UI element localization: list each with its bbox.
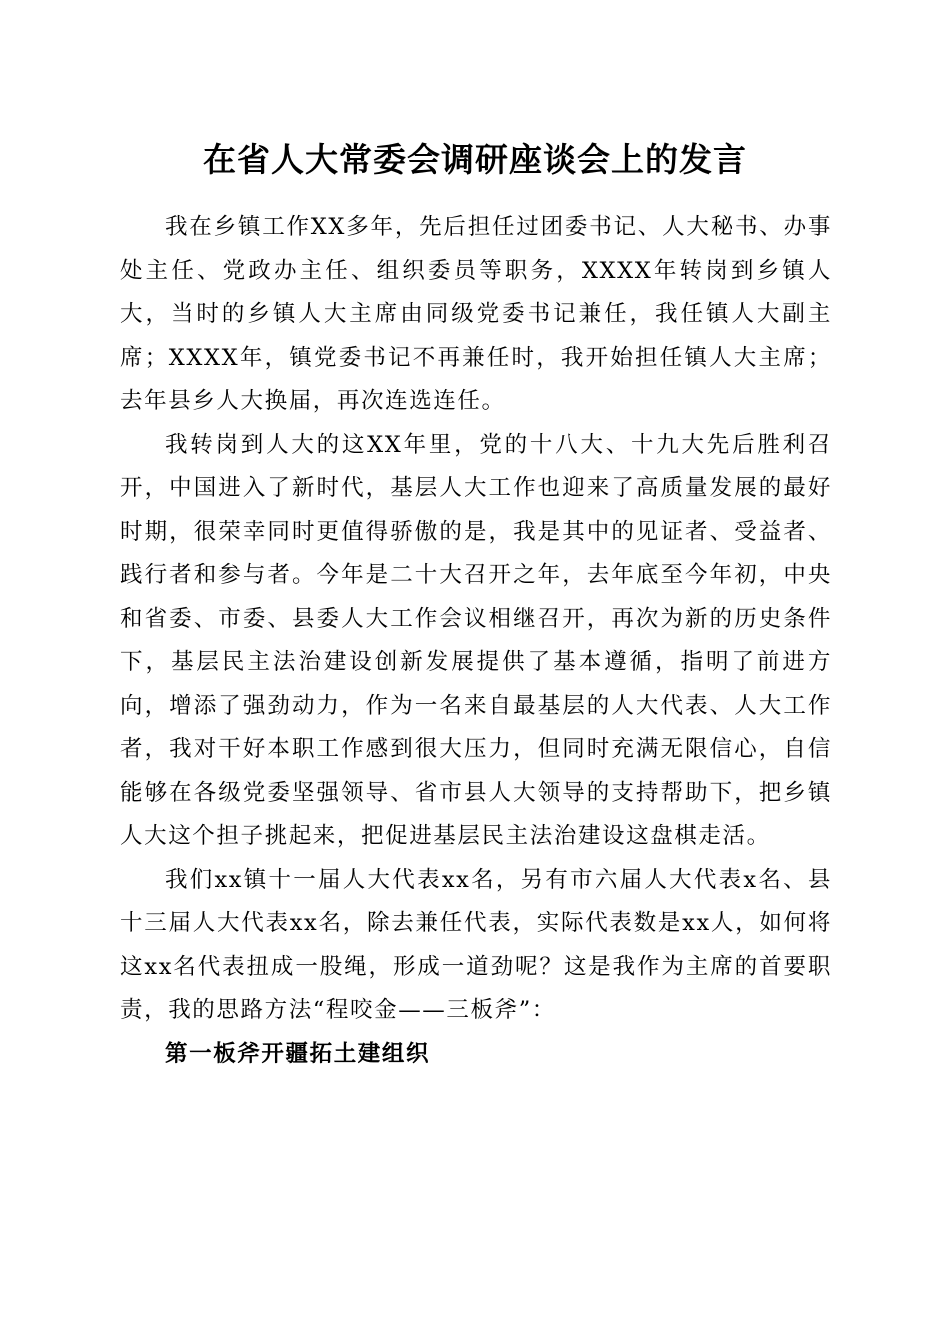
document-body: [120, 206, 832, 1076]
document-title: 在省人大常委会调研座谈会上的发言: [203, 140, 747, 179]
section-heading: 第一板斧开疆拓土建组织: [165, 1040, 431, 1067]
paragraph-1: 我在乡镇工作XX多年，先后担任过团委书记、人大秘书、办事处主任、党政办主任、组织委员等职务，XXXX年转岗到乡镇人大，当时的乡镇人大主席由同级党委书记兼任，我任镇人大副主席；XXXX年，镇党委书记不再兼任时，我开始担任镇人大主席；去年县乡人大换届，再次连选连任。: [120, 214, 832, 414]
paragraph-3: 我们xx镇十一届人大代表xx名，另有市六届人大代表x名、县十三届人大代表xx名，除去兼任代表，实际代表数是xx人，如何将这xx名代表扭成一股绳，形成一道劲呢？这是我作为主席的首要职责，我的思路方法“程咬金——三板斧”：: [120, 866, 832, 1023]
paragraph-2: 我转岗到人大的这XX年里，党的十八大、十九大先后胜利召开，中国进入了新时代，基层人大工作也迎来了高质量发展的最好时期，很荣幸同时更值得骄傲的是，我是其中的见证者、受益者、践行者和参与者。今年是二十大召开之年，去年底至今年初，中央和省委、市委、县委人大工作会议相继召开，再次为新的历史条件下，基层民主法治建设创新发展提供了基本遵循，指明了前进方向，增添了强劲动力，作为一名来自最基层的人大代表、人大工作者，我对干好本职工作感到很大压力，但同时充满无限信心，自信能够在各级党委坚强领导、省市县人大领导的支持帮助下，把乡镇人大这个担子挑起来，把促进基层民主法治建设这盘棋走活。: [120, 431, 832, 849]
